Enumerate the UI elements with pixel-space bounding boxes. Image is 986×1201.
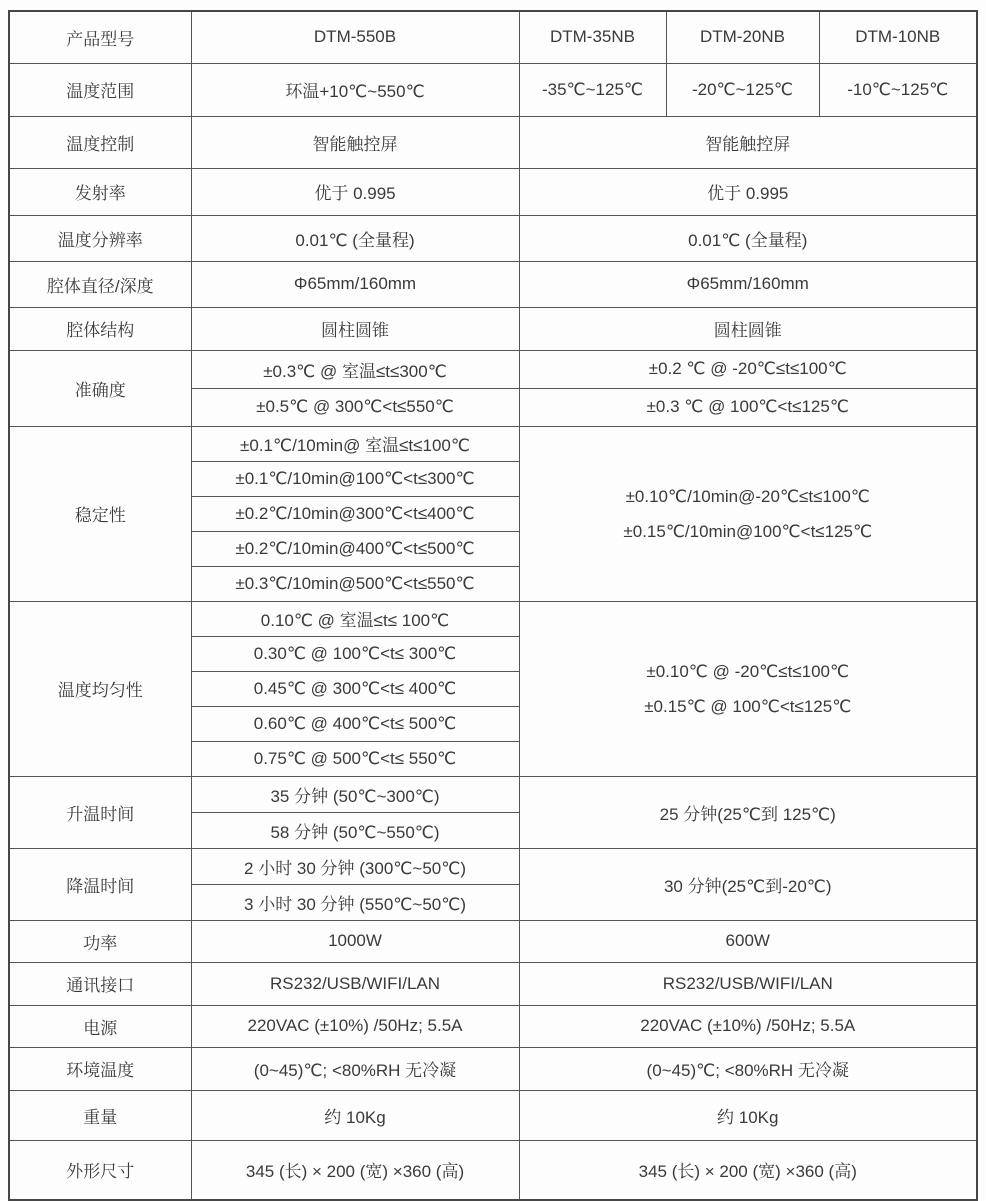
comm-interface-nb: RS232/USB/WIFI/LAN — [519, 962, 977, 1005]
model-dtm-10nb: DTM-10NB — [819, 11, 977, 63]
row-cooldown-time — [9, 848, 977, 884]
power-supply-550b: 220VAC (±10%) /50Hz; 5.5A — [191, 1005, 519, 1047]
cavity-structure-550b: 圆柱圆锥 — [191, 307, 519, 350]
row-accuracy — [9, 350, 977, 388]
row-stability — [9, 426, 977, 461]
uniformity-nb-line1: ±0.10℃ @ -20℃≤t≤100℃ — [646, 661, 850, 681]
power-550b: 1000W — [191, 920, 519, 962]
stability-550b-5: ±0.3℃/10min@500℃<t≤550℃ — [191, 566, 519, 601]
accuracy-550b-2: ±0.5℃ @ 300℃<t≤550℃ — [191, 388, 519, 426]
heatup-550b-1: 35 分钟 (50℃~300℃) — [191, 776, 519, 812]
accuracy-nb-2: ±0.3 ℃ @ 100℃<t≤125℃ — [519, 388, 977, 426]
accuracy-label: 准确度 — [9, 350, 191, 426]
uniformity-550b-5: 0.75℃ @ 500℃<t≤ 550℃ — [191, 741, 519, 776]
cooldown-550b-1: 2 小时 30 分钟 (300℃~50℃) — [191, 848, 519, 884]
temp-range-dtm10nb: -10℃~125℃ — [819, 63, 977, 116]
cavity-structure-label: 腔体结构 — [9, 307, 191, 350]
stability-label: 稳定性 — [9, 426, 191, 601]
stability-550b-1: ±0.1℃/10min@ 室温≤t≤100℃ — [191, 426, 519, 461]
temp-range-label: 温度范围 — [9, 63, 191, 116]
cooldown-550b-2: 3 小时 30 分钟 (550℃~50℃) — [191, 884, 519, 920]
row-weight — [9, 1090, 977, 1140]
uniformity-550b-1: 0.10℃ @ 室温≤t≤ 100℃ — [191, 601, 519, 636]
uniformity-550b-4: 0.60℃ @ 400℃<t≤ 500℃ — [191, 706, 519, 741]
power-supply-nb: 220VAC (±10%) /50Hz; 5.5A — [519, 1005, 977, 1047]
row-product-model — [9, 11, 977, 63]
power-supply-label: 电源 — [9, 1005, 191, 1047]
row-cavity-structure — [9, 307, 977, 350]
heatup-550b-2: 58 分钟 (50℃~550℃) — [191, 812, 519, 848]
comm-interface-550b: RS232/USB/WIFI/LAN — [191, 962, 519, 1005]
emissivity-550b: 优于 0.995 — [191, 168, 519, 215]
emissivity-label: 发射率 — [9, 168, 191, 215]
row-uniformity — [9, 601, 977, 636]
row-temp-control — [9, 116, 977, 168]
cavity-structure-nb: 圆柱圆锥 — [519, 307, 977, 350]
stability-550b-4: ±0.2℃/10min@400℃<t≤500℃ — [191, 531, 519, 566]
dimensions-550b: 345 (长) × 200 (宽) ×360 (高) — [191, 1140, 519, 1200]
uniformity-nb-line2: ±0.15℃ @ 100℃<t≤125℃ — [644, 696, 852, 716]
uniformity-nb — [519, 601, 977, 776]
row-heatup-time — [9, 776, 977, 812]
heatup-nb: 25 分钟(25℃到 125℃) — [519, 776, 977, 848]
comm-interface-label: 通讯接口 — [9, 962, 191, 1005]
row-dimensions — [9, 1140, 977, 1200]
temp-range-dtm550b: 环温+10℃~550℃ — [191, 63, 519, 116]
power-label: 功率 — [9, 920, 191, 962]
stability-nb-line2: ±0.15℃/10min@100℃<t≤125℃ — [623, 521, 873, 541]
temp-range-dtm35nb: -35℃~125℃ — [519, 63, 666, 116]
power-nb: 600W — [519, 920, 977, 962]
stability-nb — [519, 426, 977, 601]
weight-nb: 约 10Kg — [519, 1090, 977, 1140]
row-emissivity — [9, 168, 977, 215]
stability-550b-3: ±0.2℃/10min@300℃<t≤400℃ — [191, 496, 519, 531]
model-dtm-20nb: DTM-20NB — [666, 11, 819, 63]
row-temp-range — [9, 63, 977, 116]
accuracy-550b-1: ±0.3℃ @ 室温≤t≤300℃ — [191, 350, 519, 388]
resolution-label: 温度分辨率 — [9, 215, 191, 261]
weight-label: 重量 — [9, 1090, 191, 1140]
product-model-label: 产品型号 — [9, 11, 191, 63]
temp-control-label: 温度控制 — [9, 116, 191, 168]
temp-control-nb: 智能触控屏 — [519, 116, 977, 168]
uniformity-550b-2: 0.30℃ @ 100℃<t≤ 300℃ — [191, 636, 519, 671]
stability-550b-2: ±0.1℃/10min@100℃<t≤300℃ — [191, 461, 519, 496]
ambient-temp-nb: (0~45)℃; <80%RH 无冷凝 — [519, 1047, 977, 1090]
cooldown-nb: 30 分钟(25℃到-20℃) — [519, 848, 977, 920]
row-resolution — [9, 215, 977, 261]
uniformity-label: 温度均匀性 — [9, 601, 191, 776]
cavity-size-label: 腔体直径/深度 — [9, 261, 191, 307]
row-comm-interface — [9, 962, 977, 1005]
cooldown-time-label: 降温时间 — [9, 848, 191, 920]
dimensions-label: 外形尺寸 — [9, 1140, 191, 1200]
row-cavity-size — [9, 261, 977, 307]
resolution-nb: 0.01℃ (全量程) — [519, 215, 977, 261]
accuracy-nb-1: ±0.2 ℃ @ -20℃≤t≤100℃ — [519, 350, 977, 388]
row-ambient-temp — [9, 1047, 977, 1090]
temp-range-dtm20nb: -20℃~125℃ — [666, 63, 819, 116]
stability-nb-line1: ±0.10℃/10min@-20℃≤t≤100℃ — [625, 486, 870, 506]
emissivity-nb: 优于 0.995 — [519, 168, 977, 215]
cavity-size-550b: Φ65mm/160mm — [191, 261, 519, 307]
spec-table — [8, 10, 978, 1201]
cavity-size-nb: Φ65mm/160mm — [519, 261, 977, 307]
dimensions-nb: 345 (长) × 200 (宽) ×360 (高) — [519, 1140, 977, 1200]
heatup-time-label: 升温时间 — [9, 776, 191, 848]
weight-550b: 约 10Kg — [191, 1090, 519, 1140]
row-power-supply — [9, 1005, 977, 1047]
model-dtm-35nb: DTM-35NB — [519, 11, 666, 63]
model-dtm-550b: DTM-550B — [191, 11, 519, 63]
row-power — [9, 920, 977, 962]
ambient-temp-550b: (0~45)℃; <80%RH 无冷凝 — [191, 1047, 519, 1090]
uniformity-550b-3: 0.45℃ @ 300℃<t≤ 400℃ — [191, 671, 519, 706]
temp-control-550b: 智能触控屏 — [191, 116, 519, 168]
resolution-550b: 0.01℃ (全量程) — [191, 215, 519, 261]
ambient-temp-label: 环境温度 — [9, 1047, 191, 1090]
